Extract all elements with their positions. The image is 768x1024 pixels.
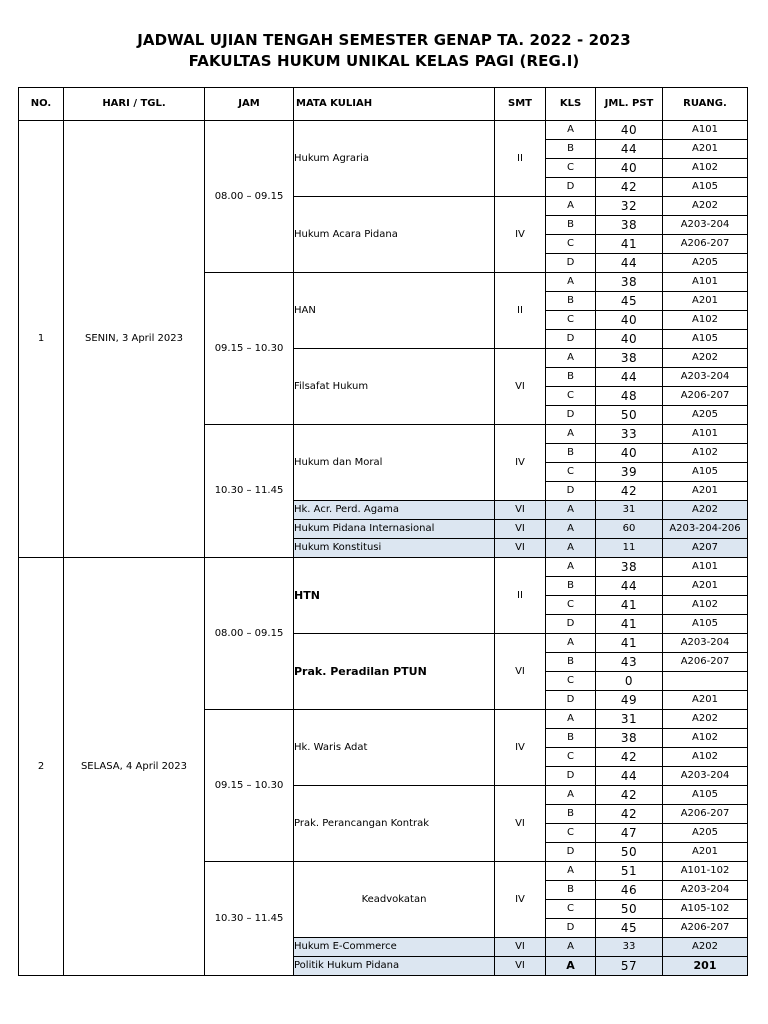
course-name: Filsafat Hukum [294,349,495,425]
participant-count: 40 [596,444,663,463]
participant-count: 42 [596,805,663,824]
room: A102 [663,748,748,767]
participant-count: 48 [596,387,663,406]
course-semester: VI [495,938,546,957]
header-kls: KLS [546,88,596,121]
header-no: NO. [19,88,64,121]
course-name: Hk. Acr. Perd. Agama [294,501,495,520]
class-code: D [546,919,596,938]
day-number: 1 [19,121,64,558]
header-mata-kuliah: MATA KULIAH [294,88,495,121]
room: A206-207 [663,387,748,406]
day-date: SELASA, 4 April 2023 [64,558,205,976]
participant-count: 49 [596,691,663,710]
room: A102 [663,159,748,178]
room: A202 [663,710,748,729]
participant-count: 38 [596,729,663,748]
course-semester: VI [495,349,546,425]
room: A205 [663,406,748,425]
course-semester: VI [495,957,546,976]
class-code: C [546,463,596,482]
room: A202 [663,501,748,520]
room: A203-204 [663,368,748,387]
room: A206-207 [663,235,748,254]
room: A203-204-206 [663,520,748,539]
participant-count: 38 [596,273,663,292]
class-code: B [546,805,596,824]
room: A105-102 [663,900,748,919]
course-semester: IV [495,197,546,273]
room: A105 [663,463,748,482]
room: A102 [663,729,748,748]
class-code: C [546,235,596,254]
room: 201 [663,957,748,976]
room: A105 [663,786,748,805]
participant-count: 45 [596,292,663,311]
participant-count: 44 [596,577,663,596]
class-code: D [546,482,596,501]
class-code: D [546,767,596,786]
table-row [19,558,748,577]
room: A205 [663,824,748,843]
room: A105 [663,615,748,634]
course-semester: VI [495,501,546,520]
class-code: A [546,786,596,805]
table-row [19,121,748,140]
class-code: D [546,178,596,197]
class-code: A [546,938,596,957]
participant-count: 38 [596,349,663,368]
class-code: A [546,862,596,881]
course-semester: II [495,121,546,197]
participant-count: 42 [596,178,663,197]
time-slot: 08.00 – 09.15 [205,121,294,273]
room: A201 [663,292,748,311]
room: A202 [663,938,748,957]
room: A101 [663,273,748,292]
participant-count: 11 [596,539,663,558]
course-semester: II [495,273,546,349]
room: A101-102 [663,862,748,881]
document-title-line2: FAKULTAS HUKUM UNIKAL KELAS PAGI (REG.I) [188,52,580,70]
class-code: A [546,121,596,140]
participant-count: 42 [596,748,663,767]
class-code: A [546,520,596,539]
course-name: Hukum Acara Pidana [294,197,495,273]
class-code: B [546,292,596,311]
room: A202 [663,197,748,216]
participant-count: 50 [596,406,663,425]
participant-count: 41 [596,596,663,615]
course-name: Hukum dan Moral [294,425,495,501]
course-semester: IV [495,862,546,938]
participant-count: 43 [596,653,663,672]
course-name: Hukum Pidana Internasional [294,520,495,539]
class-code: D [546,843,596,862]
room: A206-207 [663,919,748,938]
class-code: D [546,406,596,425]
participant-count: 41 [596,615,663,634]
time-slot: 10.30 – 11.45 [205,862,294,976]
room: A203-204 [663,881,748,900]
class-code: A [546,957,596,976]
class-code: A [546,349,596,368]
room: A201 [663,577,748,596]
participant-count: 50 [596,843,663,862]
participant-count: 46 [596,881,663,900]
course-semester: IV [495,710,546,786]
participant-count: 41 [596,634,663,653]
day-number: 2 [19,558,64,976]
participant-count: 44 [596,140,663,159]
header-hari: HARI / TGL. [64,88,205,121]
header-smt: SMT [495,88,546,121]
time-slot: 09.15 – 10.30 [205,273,294,425]
participant-count: 44 [596,254,663,273]
course-name: Keadvokatan [294,862,495,938]
header-jml-pst: JML. PST [596,88,663,121]
class-code: A [546,273,596,292]
class-code: C [546,311,596,330]
participant-count: 44 [596,767,663,786]
participant-count: 32 [596,197,663,216]
room: A203-204 [663,216,748,235]
participant-count: 50 [596,900,663,919]
class-code: A [546,197,596,216]
room: A105 [663,330,748,349]
participant-count: 40 [596,159,663,178]
room: A102 [663,311,748,330]
table-header-row [19,88,748,121]
room: A202 [663,349,748,368]
participant-count: 60 [596,520,663,539]
class-code: B [546,444,596,463]
participant-count: 42 [596,482,663,501]
course-semester: IV [495,425,546,501]
course-name: Prak. Perancangan Kontrak [294,786,495,862]
course-semester: II [495,558,546,634]
course-name: Politik Hukum Pidana [294,957,495,976]
room: A201 [663,843,748,862]
room: A102 [663,444,748,463]
class-code: D [546,691,596,710]
class-code: B [546,653,596,672]
header-ruang: RUANG. [663,88,748,121]
participant-count: 38 [596,216,663,235]
class-code: D [546,254,596,273]
course-name: Hukum Agraria [294,121,495,197]
room: A101 [663,558,748,577]
class-code: A [546,710,596,729]
table-body [19,121,748,976]
room: A206-207 [663,653,748,672]
participant-count: 40 [596,121,663,140]
room: A206-207 [663,805,748,824]
room: A105 [663,178,748,197]
room: A102 [663,596,748,615]
day-date: SENIN, 3 April 2023 [64,121,205,558]
class-code: A [546,634,596,653]
course-name: Hukum Konstitusi [294,539,495,558]
participant-count: 42 [596,786,663,805]
participant-count: 57 [596,957,663,976]
participant-count: 33 [596,425,663,444]
room: A101 [663,121,748,140]
class-code: C [546,824,596,843]
room: A205 [663,254,748,273]
participant-count: 33 [596,938,663,957]
room: A207 [663,539,748,558]
room: A201 [663,140,748,159]
exam-schedule-table [18,87,748,976]
participant-count: 44 [596,368,663,387]
room: A201 [663,482,748,501]
room: A203-204 [663,767,748,786]
participant-count: 39 [596,463,663,482]
class-code: D [546,615,596,634]
class-code: B [546,881,596,900]
participant-count: 31 [596,710,663,729]
course-name: HAN [294,273,495,349]
course-name: Hk. Waris Adat [294,710,495,786]
class-code: C [546,387,596,406]
participant-count: 31 [596,501,663,520]
time-slot: 10.30 – 11.45 [205,425,294,558]
participant-count: 38 [596,558,663,577]
course-semester: VI [495,634,546,710]
class-code: D [546,330,596,349]
participant-count: 47 [596,824,663,843]
class-code: A [546,539,596,558]
class-code: C [546,672,596,691]
participant-count: 41 [596,235,663,254]
course-name: Prak. Peradilan PTUN [294,634,495,710]
time-slot: 08.00 – 09.15 [205,558,294,710]
time-slot: 09.15 – 10.30 [205,710,294,862]
header-jam: JAM [205,88,294,121]
class-code: C [546,596,596,615]
room: A101 [663,425,748,444]
course-name: Hukum E-Commerce [294,938,495,957]
participant-count: 0 [596,672,663,691]
room [663,672,748,691]
class-code: B [546,140,596,159]
course-semester: VI [495,786,546,862]
room: A201 [663,691,748,710]
class-code: B [546,729,596,748]
class-code: A [546,558,596,577]
room: A203-204 [663,634,748,653]
course-name: HTN [294,558,495,634]
course-semester: VI [495,539,546,558]
class-code: C [546,748,596,767]
class-code: C [546,159,596,178]
class-code: B [546,216,596,235]
course-semester: VI [495,520,546,539]
class-code: B [546,577,596,596]
class-code: B [546,368,596,387]
participant-count: 51 [596,862,663,881]
participant-count: 40 [596,311,663,330]
class-code: A [546,425,596,444]
participant-count: 40 [596,330,663,349]
class-code: A [546,501,596,520]
document-title-line1: JADWAL UJIAN TENGAH SEMESTER GENAP TA. 2022 - 2023 [137,31,631,49]
class-code: C [546,900,596,919]
participant-count: 45 [596,919,663,938]
